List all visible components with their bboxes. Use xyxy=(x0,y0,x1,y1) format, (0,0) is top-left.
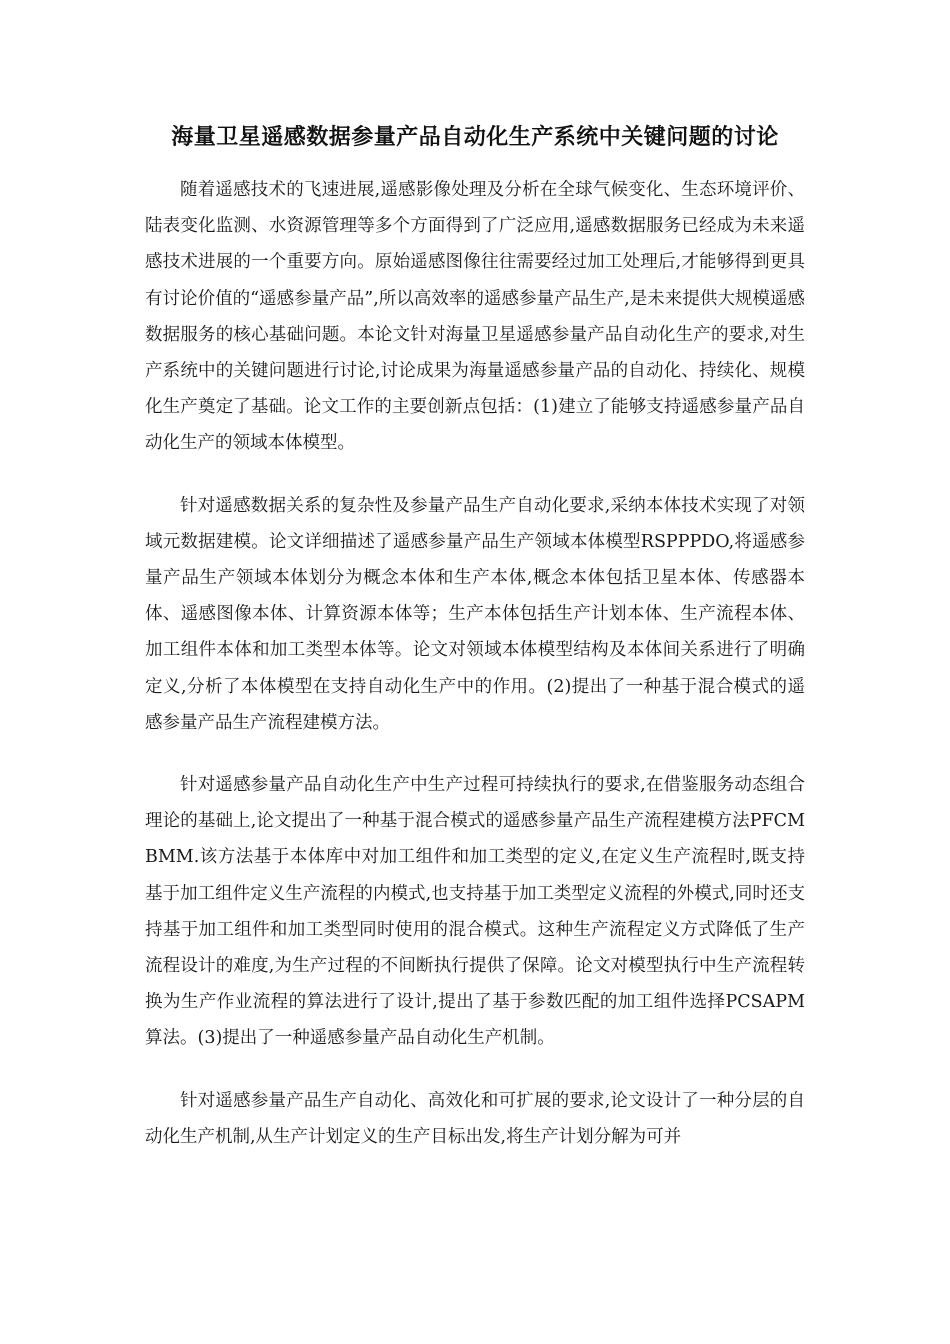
paragraph-4: 针对遥感参量产品生产自动化、高效化和可扩展的要求,论文设计了一种分层的自动化生产机制,从生产计划定义的生产目标出发,将生产计划分解为可并 xyxy=(145,1090,805,1147)
paragraph-3: 针对遥感参量产品自动化生产中生产过程可持续执行的要求,在借鉴服务动态组合理论的基础上,论文提出了一种基于混合模式的遥感参量产品生产流程建模方法PFCMBMM.该方法基于本体库中对加工组件和加工类型的定义,在定义生产流程时,既支持基于加工组件定义生产流程的内模式,也支持基于加工类型定义流程的外模式,同时还支持基于加工组件和加工类型同时使用的混合模式。这种生产流程定义方式降低了生产流程设计的难度,为生产过程的不间断执行提供了保障。论文对模型执行中生产流程转换为生产作业流程的算法进行了设计,提出了基于参数匹配的加工组件选择PCSAPM算法。(3)提出了一种遥感参量产品自动化生产机制。 xyxy=(145,775,805,1049)
paragraph-1: 随着遥感技术的飞速进展,遥感影像处理及分析在全球气候变化、生态环境评价、陆表变化监测、水资源管理等多个方面得到了广泛应用,遥感数据服务已经成为未来遥感技术进展的一个重要方向。原始遥感图像往往需要经过加工处理后,才能够得到更具有讨论价值的“遥感参量产品”,所以高效率的遥感参量产品生产,是未来提供大规模遥感数据服务的核心基础问题。本论文针对海量卫星遥感参量产品自动化生产的要求,对生产系统中的关键问题进行讨论,讨论成果为海量遥感参量产品的自动化、持续化、规模化生产奠定了基础。论文工作的主要创新点包括：(1)建立了能够支持遥感参量产品自动化生产的领域本体模型。 xyxy=(145,180,805,454)
paragraph-2: 针对遥感数据关系的复杂性及参量产品生产自动化要求,采纳本体技术实现了对领域元数据建模。论文详细描述了遥感参量产品生产领域本体模型RSPPPDO,将遥感参量产品生产领域本体划分为概念本体和生产本体,概念本体包括卫星本体、传感器本体、遥感图像本体、计算资源本体等；生产本体包括生产计划本体、生产流程本体、加工组件本体和加工类型本体等。论文对领域本体模型结构及本体间关系进行了明确定义,分析了本体模型在支持自动化生产中的作用。(2)提出了一种基于混合模式的遥感参量产品生产流程建模方法。 xyxy=(145,495,805,733)
document-title: 海量卫星遥感数据参量产品自动化生产系统中关键问题的讨论 xyxy=(171,124,779,150)
document-body xyxy=(145,172,805,1181)
